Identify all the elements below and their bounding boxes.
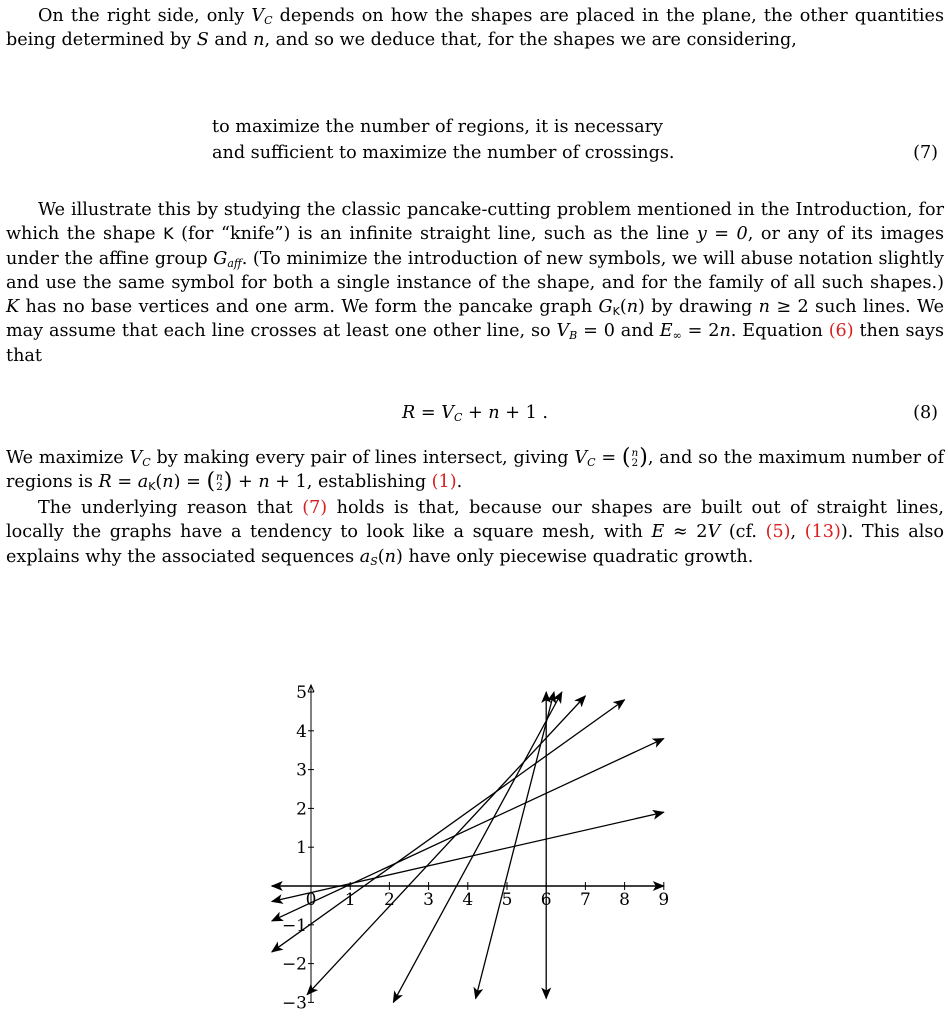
eq7-line1: to maximize the number of regions, it is necessary bbox=[212, 117, 663, 137]
ref-eq1[interactable]: (1) bbox=[431, 472, 457, 493]
paragraph-1: On the right side, only $V_C$ depends on how the shapes are placed in the plane, the other quantities being determined by S and n, and so we deduce that, for the shapes we are considering, bbox=[6, 6, 944, 51]
paragraph-4: The underlying reason that (7) holds is that, because our shapes are built out of straight lines, locally the graphs have a tendency to look like a square mesh, with E ≈ 2V (cf. (5), (13)). This also explains why the associated sequences $a_S(n)$ have only piecewise quadratic growth. bbox=[6, 498, 945, 568]
x-tick-label: 6 bbox=[540, 890, 552, 910]
paragraph-2: We illustrate this by studying the classic pancake-cutting problem mentioned in the Introduction, for which the shape K (for “knife”) is an infinite straight line, such as the line y = 0, or any of its images under the affine group $G_{aff}$. (To minimize the introduction of new symbols, we will abuse notation slightly and use the same symbol for both a single instance of the shape, and for the family of all such shapes.) K has no base vertices and one arm. We form the pancake graph $G_K(n)$ by drawing n ≥ 2 such lines. We may assume that each line crosses at least one other line, so $V_B = 0$ and $E_\infty = 2n$. Equation (6) then says that bbox=[6, 200, 945, 366]
x-tick-label: 4 bbox=[462, 890, 474, 910]
ref-eq5[interactable]: (5) bbox=[765, 522, 791, 543]
ref-eq13[interactable]: (13) bbox=[804, 522, 841, 543]
eq7-line2: and sufficient to maximize the number of crossings. bbox=[212, 143, 675, 163]
x-tick-label: 0 bbox=[305, 890, 317, 910]
y-tick-label: −3 bbox=[281, 993, 307, 1014]
equation-8: $R = V_C + n + 1$ . (8) bbox=[6, 400, 944, 426]
y-tick-label: 5 bbox=[296, 683, 307, 703]
cut-line-3 bbox=[272, 700, 625, 952]
cut-line-4 bbox=[307, 696, 585, 995]
eq7-number: (7) bbox=[913, 143, 938, 163]
pancake-lines-figure bbox=[0, 624, 948, 1024]
y-tick-label: −2 bbox=[281, 954, 307, 975]
x-tick-label: 9 bbox=[658, 890, 670, 910]
eq8-number: (8) bbox=[913, 403, 938, 423]
paragraph-3: We maximize $V_C$ by making every pair of lines intersect, giving $V_C$ = ( n 2 ) , and so the maximum number of regions is $R = a_K(n)$ = ( n 2 ) + n + 1, establishing (1). bbox=[6, 445, 944, 495]
x-tick-label: 3 bbox=[423, 890, 435, 910]
y-tick-label: −1 bbox=[281, 915, 307, 936]
y-tick-label: 3 bbox=[296, 760, 307, 781]
x-tick-label: 5 bbox=[501, 890, 513, 910]
y-tick-label: 4 bbox=[296, 721, 307, 742]
cut-line-6 bbox=[476, 692, 554, 999]
x-tick-label: 7 bbox=[579, 890, 591, 910]
x-tick-label: 2 bbox=[383, 890, 395, 910]
x-tick-label: 8 bbox=[619, 890, 631, 910]
ref-eq6[interactable]: (6) bbox=[828, 321, 854, 342]
y-tick-label: 1 bbox=[296, 838, 307, 859]
y-tick-label: 2 bbox=[296, 799, 307, 820]
equation-7 bbox=[6, 114, 944, 166]
ref-eq7[interactable]: (7) bbox=[302, 498, 328, 518]
x-tick-label: 1 bbox=[344, 890, 356, 910]
